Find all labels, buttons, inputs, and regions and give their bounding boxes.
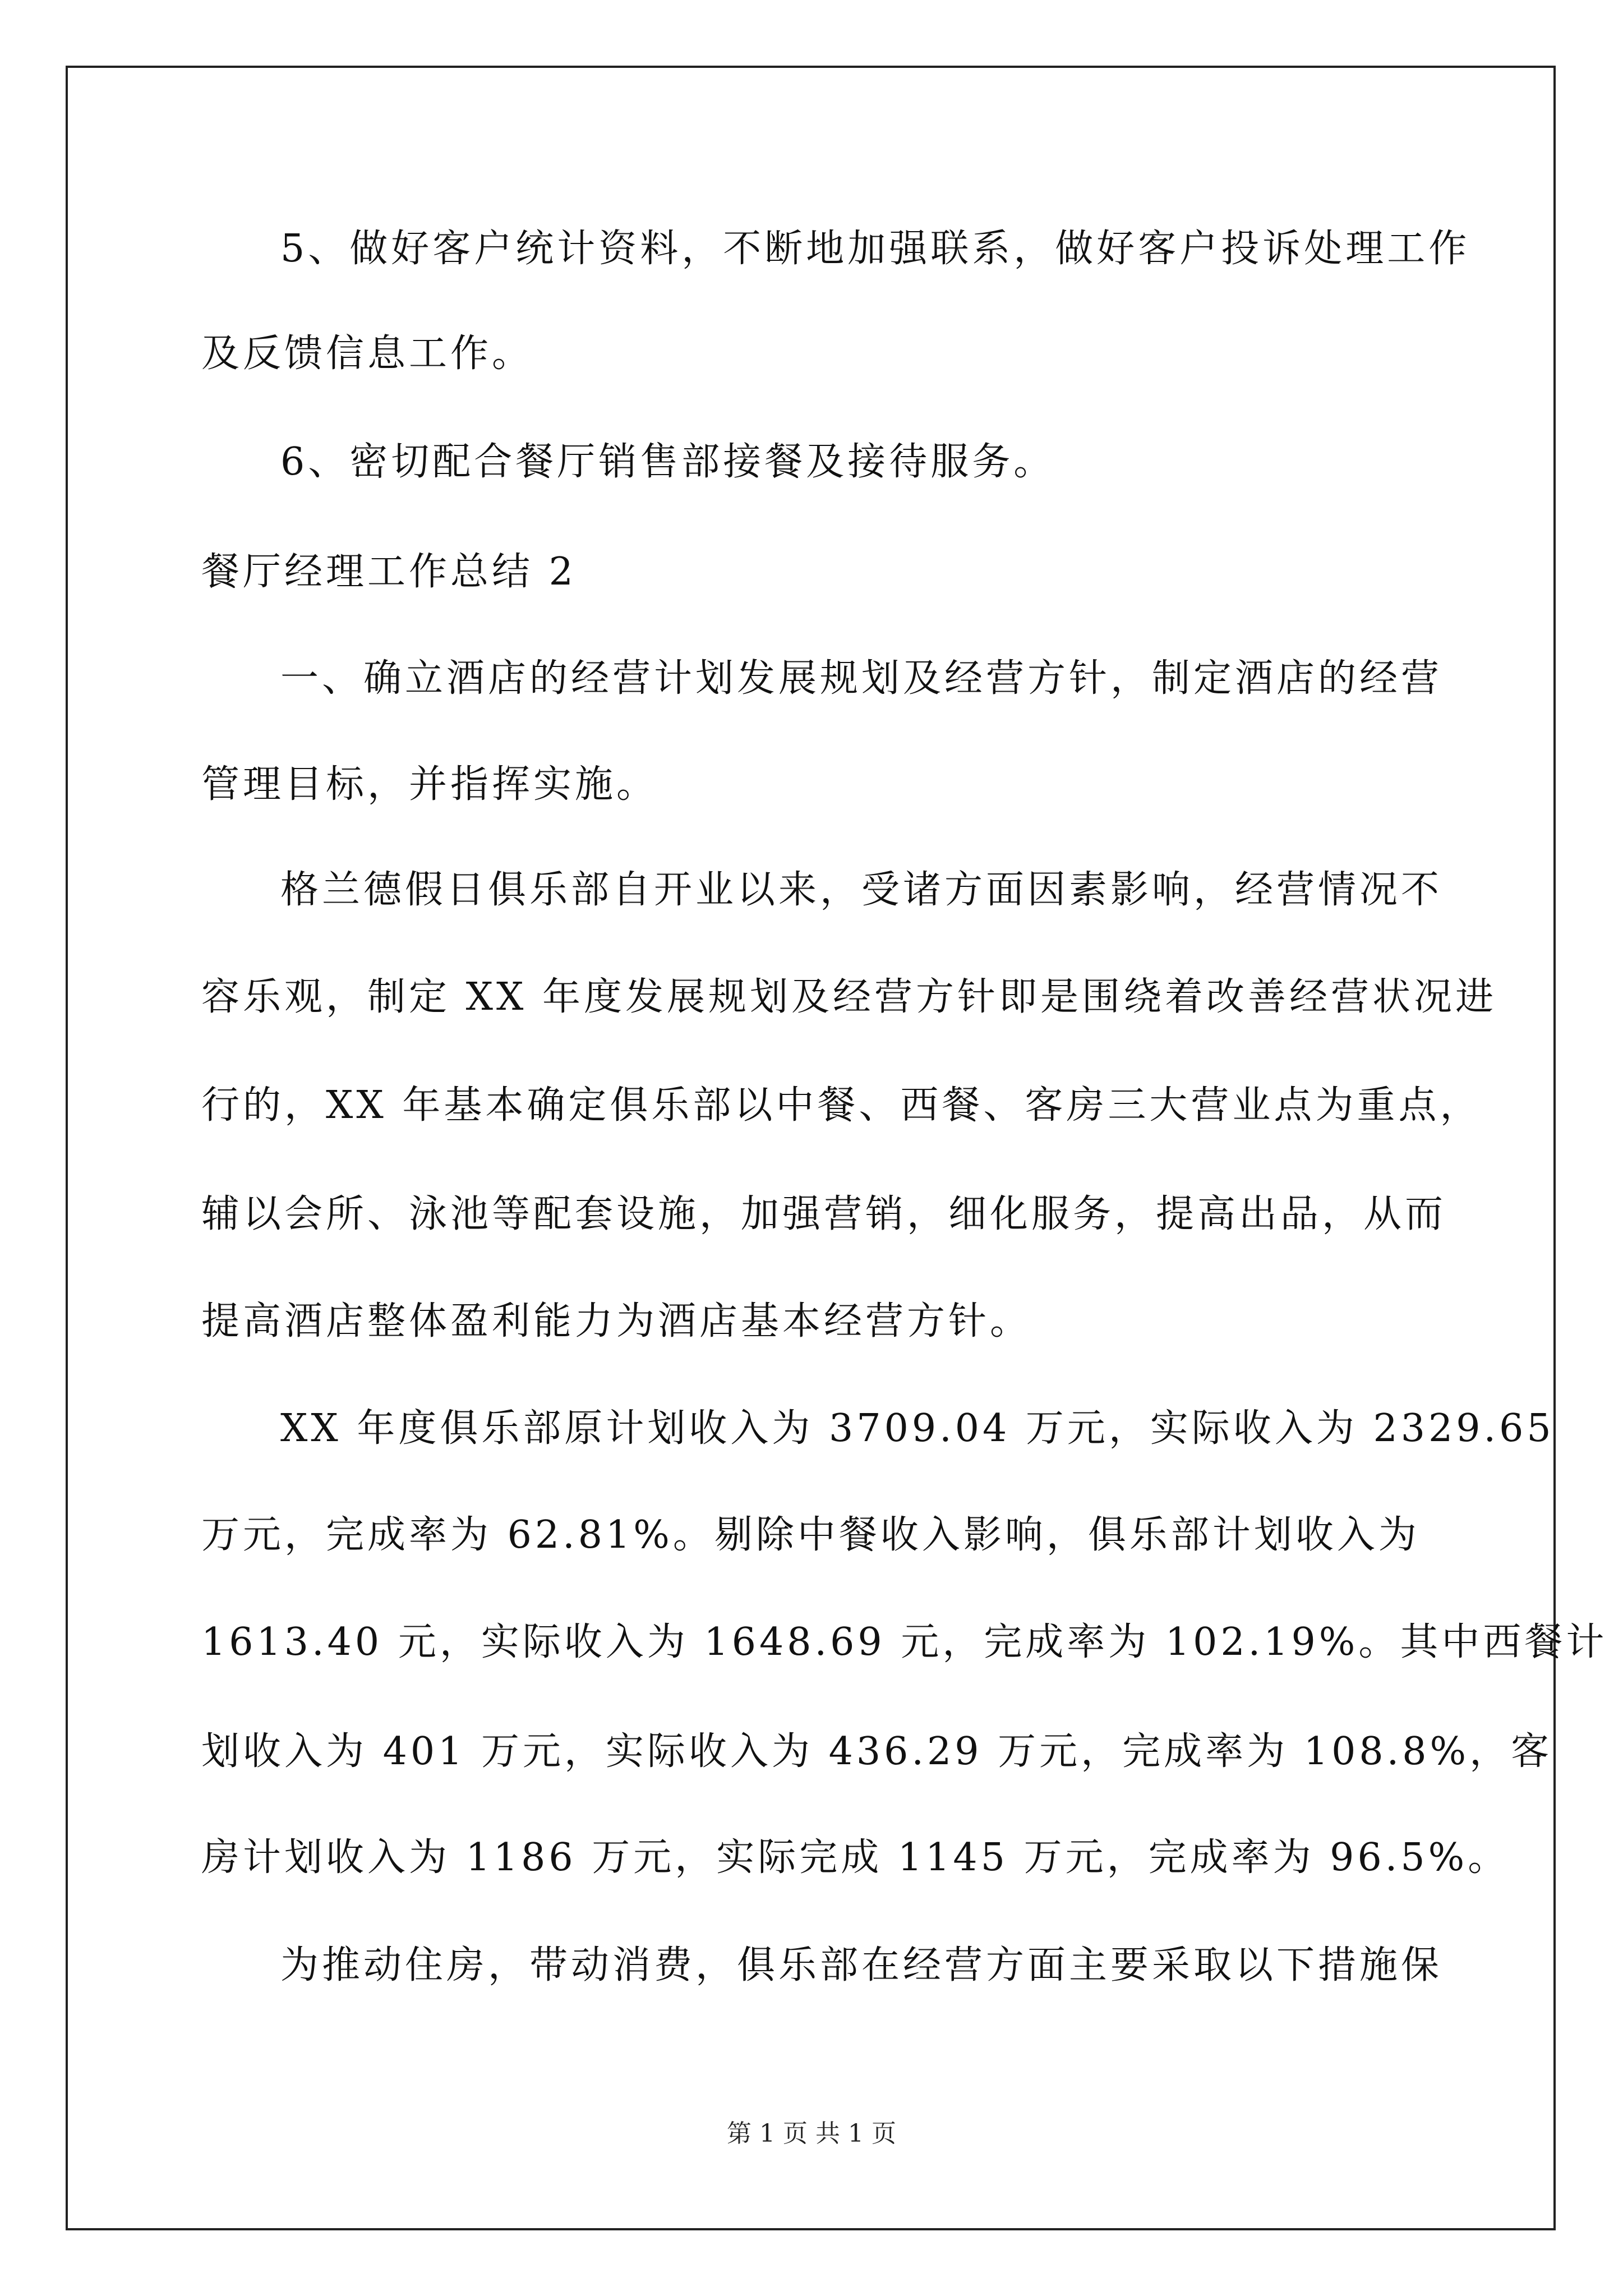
section-heading: 餐厅经理工作总结 2: [201, 550, 577, 594]
paragraph-line: 管理目标，并指挥实施。: [201, 762, 658, 807]
paragraph-line: 万元，完成率为 62.81%。剔除中餐收入影响，俱乐部计划收入为: [201, 1513, 1420, 1557]
paragraph-line: XX 年度俱乐部原计划收入为 3709.04 万元，实际收入为 2329.65: [280, 1406, 1555, 1451]
page-border: [66, 66, 1608, 2230]
paragraph-line: 格兰德假日俱乐部自开业以来，受诸方面因素影响，经营情况不: [280, 868, 1443, 912]
paragraph-line: 1613.40 元，实际收入为 1648.69 元，完成率为 102.19%。其中西餐计: [201, 1620, 1608, 1664]
paragraph-line: 提高酒店整体盈利能力为酒店基本经营方针。: [201, 1299, 1032, 1343]
paragraph-line: 容乐观，制定 XX 年度发展规划及经营方针即是围绕着改善经营状况进: [201, 975, 1497, 1019]
paragraph-line: 辅以会所、泳池等配套设施，加强营销，细化服务，提高出品，从而: [201, 1192, 1447, 1236]
paragraph-line: 一、确立酒店的经营计划发展规划及经营方针，制定酒店的经营: [280, 656, 1443, 701]
paragraph-line: 为推动住房，带动消费，俱乐部在经营方面主要采取以下措施保: [280, 1943, 1443, 1987]
page-number: 第 1 页 共 1 页: [727, 2119, 896, 2148]
paragraph-line: 6、密切配合餐厅销售部接餐及接待服务。: [280, 440, 1055, 484]
paragraph-line: 及反馈信息工作。: [201, 332, 534, 376]
paragraph-line: 行的，XX 年基本确定俱乐部以中餐、西餐、客房三大营业点为重点，: [201, 1083, 1482, 1128]
paragraph-line: 5、做好客户统计资料，不断地加强联系，做好客户投诉处理工作: [280, 227, 1470, 271]
paragraph-line: 划收入为 401 万元，实际收入为 436.29 万元，完成率为 108.8%，客: [201, 1729, 1553, 1774]
paragraph-line: 房计划收入为 1186 万元，实际完成 1145 万元，完成率为 96.5%。: [201, 1835, 1510, 1880]
